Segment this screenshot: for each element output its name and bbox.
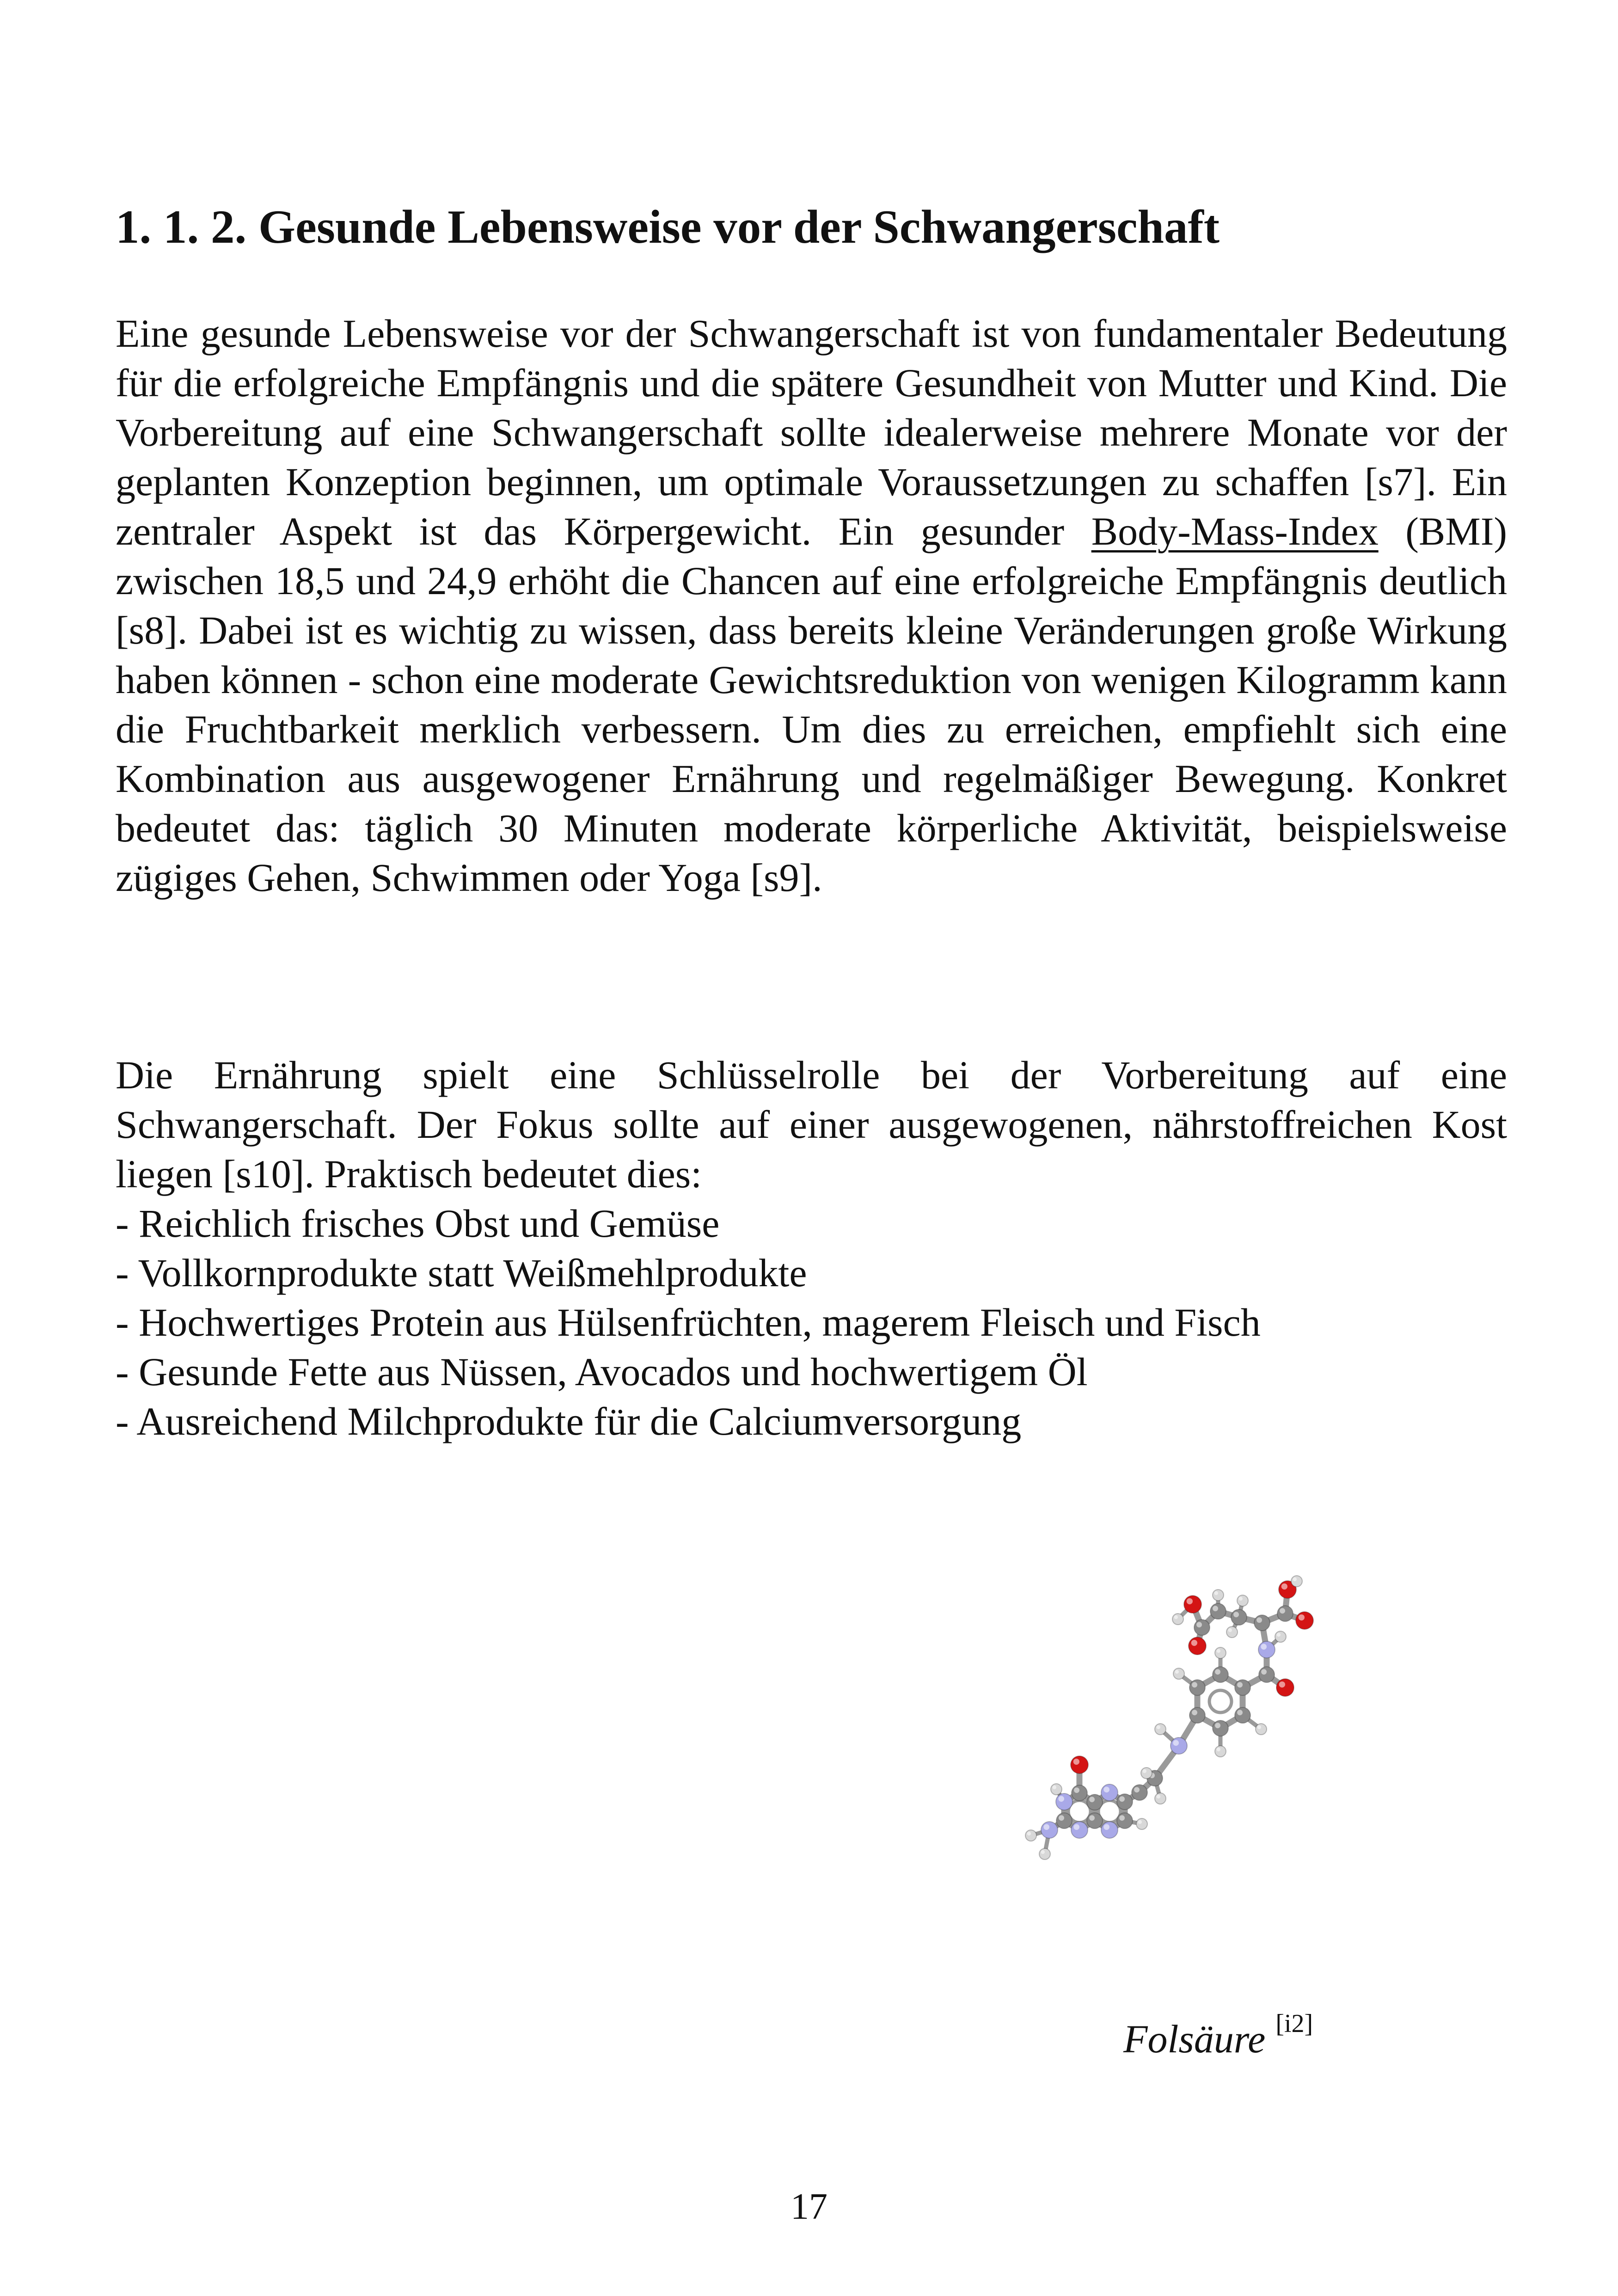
list-item: - Ausreichend Milchprodukte für die Calciumversorgung [116,1399,1022,1443]
molecule-atom [1087,1813,1103,1829]
molecule-atom [1189,1680,1205,1695]
molecule-atom-highlight [1143,1769,1146,1773]
molecule-atom [1276,1679,1294,1696]
paragraph-lifestyle [116,309,1507,902]
molecule-atom-highlight [1103,1786,1109,1793]
molecule-atom-highlight [1215,1723,1220,1728]
molecule-atom [1155,1724,1166,1735]
molecule-atom-highlight [1119,1815,1125,1821]
molecule-atom [1087,1794,1103,1810]
figure-reference: [i2] [1275,2009,1313,2038]
molecule-atom-highlight [1191,1640,1197,1646]
molecule-atom [1173,1668,1184,1679]
molecule-atom-highlight [1237,1710,1243,1715]
molecule-atom-highlight [1041,1850,1045,1854]
paragraph-lifestyle-text-end: (BMI) zwischen 18,5 und 24,9 erhöht die Chancen auf eine erfolgreiche Empfängnis deutlich [s8]. Dabei ist es wichtig zu wissen, dass bereits kleine Veränderungen große Wirkung haben können - schon eine moderate Gewichtsreduktion von wenigen Kilogramm kann die Fruchtbarkeit merklich verbessern. Um dies zu erreichen, empfiehlt sich eine Kombination aus ausgewogener Ernährung und regelmäßiger Bewegung. Konkret bedeutet das: täglich 30 Minuten moderate körperliche Aktivität, beispielsweise zügiges Gehen, Schwimmen oder Yoga [s9]. [116,509,1507,900]
molecule-atom-highlight [1237,1682,1243,1688]
molecule-atom-highlight [1261,1644,1267,1650]
molecule-atom [1025,1830,1036,1841]
molecule-atom-highlight [1192,1682,1197,1688]
page-number: 17 [791,2186,827,2227]
molecule-atom-highlight [1261,1669,1267,1675]
molecule-atom-highlight [1196,1622,1202,1627]
molecule-atom-highlight [1059,1815,1064,1821]
molecule-atom [1071,1822,1088,1838]
molecule-atom-highlight [1281,1584,1287,1590]
molecule-atom [1117,1794,1133,1810]
molecule-atom [1056,1793,1073,1810]
molecule-atom [1071,1756,1088,1774]
molecule-atom [1237,1595,1248,1606]
molecule-atom-highlight [1215,1669,1220,1675]
molecule-atom [1215,1746,1226,1757]
molecule-atom [1117,1813,1133,1829]
molecule-atom [1051,1784,1062,1795]
molecule-atom-highlight [1173,1740,1179,1746]
molecule-atom-highlight [1089,1797,1095,1802]
molecule-atom [1275,1631,1286,1642]
molecule-atom-highlight [1134,1787,1140,1793]
molecule-atom [1296,1612,1313,1629]
molecule-atom [1132,1785,1147,1800]
molecule-atom [1056,1813,1072,1829]
bmi-link[interactable]: Body-Mass-Index [1091,509,1379,553]
molecule-atom [1213,1590,1224,1601]
molecule-atom [1254,1615,1270,1631]
molecule-atom [1141,1768,1152,1779]
molecule-atom [1215,1647,1226,1658]
aromatic-ring-marker [1209,1690,1232,1713]
list-item: - Reichlich frisches Obst und Gemüse [116,1201,720,1246]
molecule-atom [1235,1680,1250,1695]
molecule-atom [1136,1818,1147,1829]
molecule-atom-highlight [1043,1824,1049,1830]
molecule-atom [1258,1641,1275,1658]
molecule-atom [1041,1822,1058,1838]
molecule-atom [1291,1576,1302,1587]
molecule-atom-highlight [1157,1795,1160,1799]
list-item: - Vollkornprodukte statt Weißmehlprodukte [116,1251,807,1295]
paragraph-lifestyle-text-start: Eine gesunde Lebensweise vor der Schwangerschaft ist von fundamentaler Bedeutung für die erfolgreiche Empfängnis und die spätere Gesundheit von Mutter und Kind. Die Vorbereitung auf eine Schwangerschaft sollte idealerweise mehrere Monate vor der geplanten Konzeption beginnen, um optimale Voraussetzungen zu schaffen [s7]. Ein zentraler Aspekt ist das Körpergewicht. Ein gesunder [116,311,1507,553]
folic-acid-molecule-image [962,1535,1489,1979]
molecule-atom-highlight [1187,1598,1193,1604]
molecule-atom-highlight [1089,1815,1095,1821]
molecule-atom-highlight [1192,1710,1197,1715]
molecule-atom-highlight [1138,1820,1142,1824]
list-item: - Gesunde Fette aus Nüssen, Avocados und hochwertigem Öl [116,1350,1088,1394]
molecule-atom [1101,1784,1118,1801]
molecule-atom-highlight [1157,1725,1160,1729]
figure-caption-text: Folsäure [1123,2017,1266,2061]
molecule-atom-highlight [1214,1591,1218,1595]
paragraph-nutrition: Die Ernährung spielt eine Schlüsselrolle bei der Vorbereitung auf eine Schwangerschaft. Der Fokus sollte auf einer ausgewogenen, nährstoffreichen Kost liegen [s10]. Praktisch bedeutet dies: [116,1053,1507,1196]
molecule-atom [1226,1627,1238,1638]
molecule-atom-highlight [1277,1633,1281,1637]
section-heading: 1. 1. 2. Gesunde Lebensweise vor der Schwangerschaft [116,201,1220,253]
molecule-atom-highlight [1293,1578,1297,1581]
molecule-atom-highlight [1217,1748,1220,1751]
molecule-atom-highlight [1256,1617,1262,1623]
molecule-atom-highlight [1174,1615,1178,1619]
molecule-atom [1172,1614,1183,1625]
molecule-atom-highlight [1053,1786,1056,1789]
molecule-atom-highlight [1280,1608,1285,1614]
molecule-atom [1072,1785,1087,1801]
molecule-atom [1277,1606,1293,1621]
molecule-atom [1194,1620,1210,1635]
figure-caption [1123,2009,1313,2062]
molecule-atom-highlight [1239,1597,1243,1601]
molecule-atom [1235,1707,1250,1723]
molecule-atom [1213,1667,1228,1682]
molecule-atom-highlight [1257,1725,1261,1729]
molecule-atom [1155,1793,1166,1804]
molecule-atom [1259,1667,1275,1682]
molecule-atom-highlight [1213,1606,1218,1611]
molecule-atom [1039,1848,1050,1860]
molecule-atom-highlight [1119,1796,1125,1802]
molecule-atom-highlight [1175,1670,1179,1674]
molecule-atom [1189,1707,1205,1723]
molecule-atom-highlight [1103,1824,1109,1830]
molecule-atom [1231,1609,1247,1625]
molecule-atom-highlight [1058,1796,1064,1802]
molecule-atom [1171,1737,1187,1754]
molecule-atom [1101,1822,1118,1838]
molecule-atom-highlight [1027,1832,1031,1836]
molecule-atom-highlight [1217,1649,1220,1653]
list-item: - Hochwertiges Protein aus Hülsenfrüchten, magerem Fleisch und Fisch [116,1300,1261,1344]
molecule-atom [1213,1720,1228,1736]
molecule-atom [1210,1603,1226,1619]
molecule-atom-highlight [1074,1787,1079,1793]
molecule-atom [1256,1724,1267,1735]
molecule-atom-highlight [1073,1824,1079,1830]
molecule-atom [1189,1637,1206,1655]
molecule-atom [1184,1596,1201,1613]
molecule-atom-highlight [1073,1759,1079,1765]
nutrition-list [116,1199,1507,1446]
molecule-atom-highlight [1299,1615,1305,1621]
molecule-atom-highlight [1228,1628,1232,1632]
molecule-atom-highlight [1233,1612,1239,1617]
molecule-atom-highlight [1279,1682,1285,1688]
